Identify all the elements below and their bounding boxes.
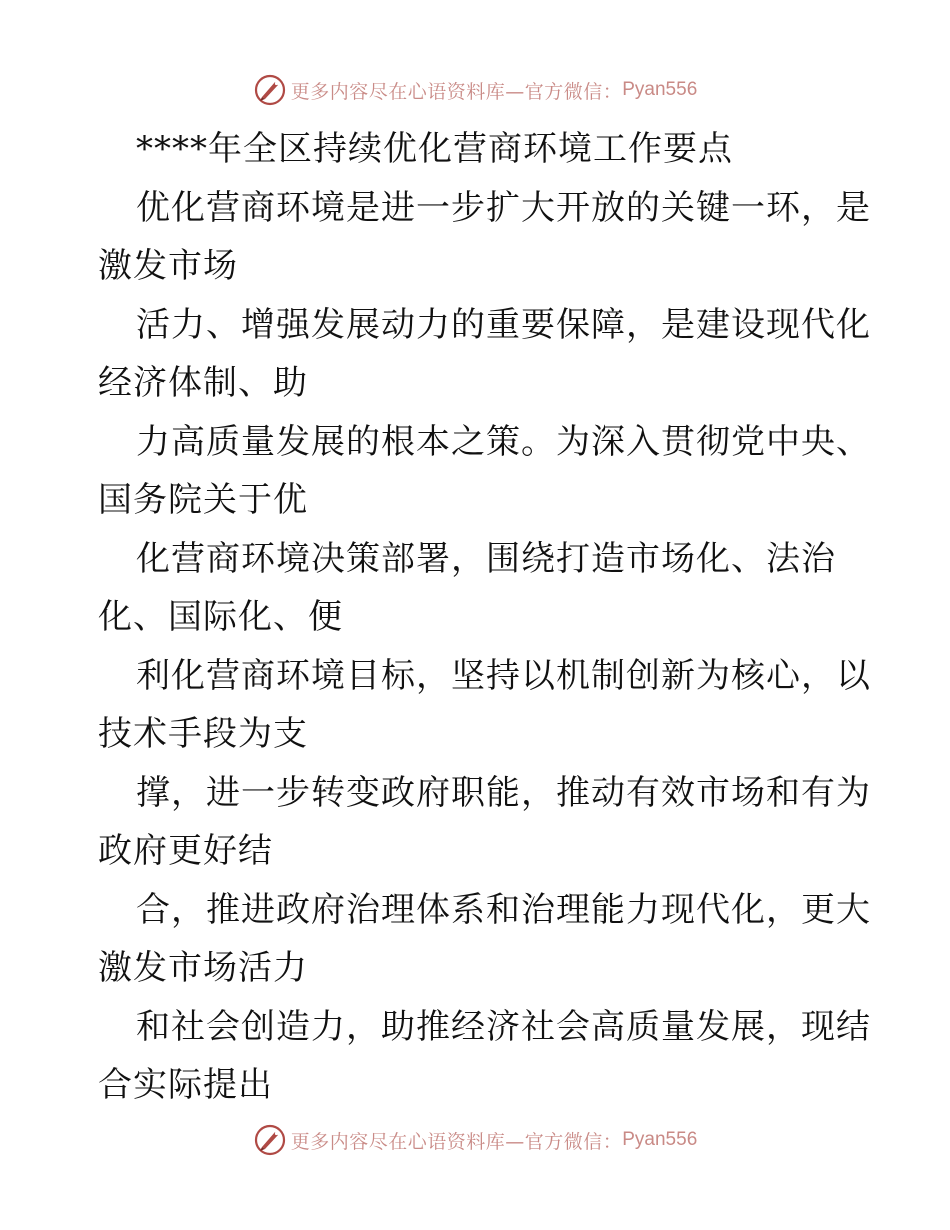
paragraph-line: 技术手段为支 bbox=[98, 714, 308, 754]
document-body bbox=[98, 120, 871, 1115]
paragraph-line: 激发市场活力 bbox=[98, 948, 308, 988]
paragraph-line: 合，推进政府治理体系和治理能力现代化，更大 bbox=[136, 889, 871, 930]
paragraph-line: 活力、增强发展动力的重要保障，是建设现代化 bbox=[136, 304, 871, 345]
pen-seal-icon bbox=[253, 1123, 287, 1157]
paragraph-line: 激发市场 bbox=[98, 246, 238, 286]
watermark-handle: Pyan556 bbox=[622, 1129, 698, 1150]
paragraph-line: 化、国际化、便 bbox=[98, 597, 343, 637]
paragraph-line: 经济体制、助 bbox=[98, 363, 308, 403]
paragraph-line: 国务院关于优 bbox=[98, 480, 308, 520]
paragraph-line: 力高质量发展的根本之策。为深入贯彻党中央、 bbox=[136, 421, 871, 462]
pen-seal-icon bbox=[253, 73, 287, 107]
footer-watermark bbox=[0, 1120, 950, 1160]
paragraph-line: 撑，进一步转变政府职能，推动有效市场和有为 bbox=[136, 772, 871, 813]
watermark-text: 更多内容尽在心语资料库—官方微信： bbox=[290, 1130, 623, 1153]
paragraph-line: 和社会创造力，助推经济社会高质量发展，现结 bbox=[136, 1006, 871, 1047]
paragraph-line: 政府更好结 bbox=[98, 831, 273, 871]
paragraph-line: 合实际提出 bbox=[98, 1065, 273, 1105]
paragraph-line: 化营商环境决策部署，围绕打造市场化、法治 bbox=[136, 538, 836, 579]
document-title: ****年全区持续优化营商环境工作要点 bbox=[136, 129, 733, 169]
paragraph-line: 利化营商环境目标，坚持以机制创新为核心，以 bbox=[136, 655, 871, 696]
paragraph-line: 优化营商环境是进一步扩大开放的关键一环，是 bbox=[136, 187, 871, 228]
header-watermark bbox=[0, 70, 950, 110]
watermark-handle: Pyan556 bbox=[622, 79, 698, 100]
watermark-text: 更多内容尽在心语资料库—官方微信： bbox=[290, 80, 623, 103]
